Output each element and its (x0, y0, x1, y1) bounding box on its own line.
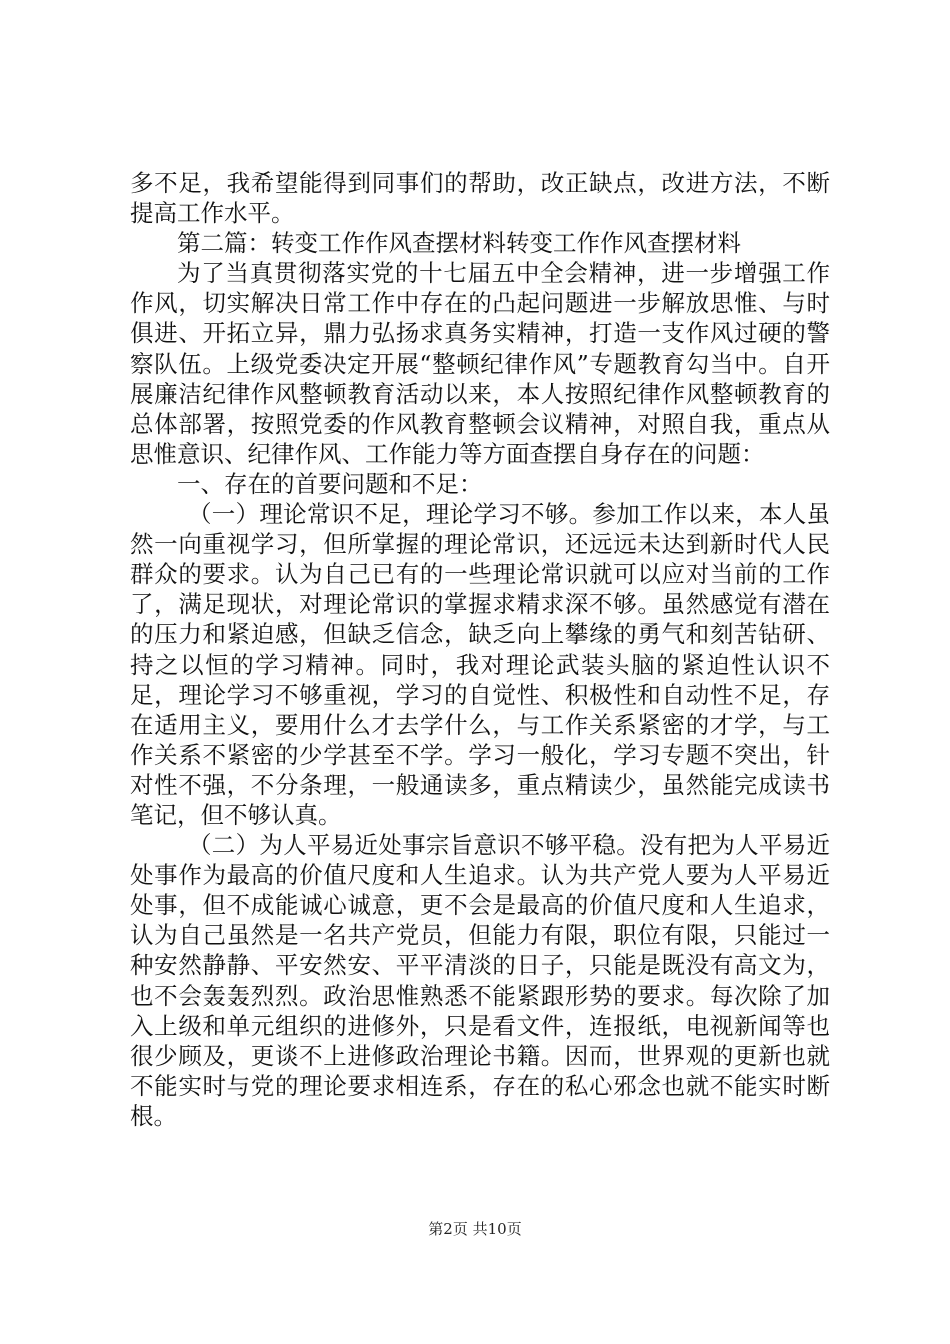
document-body (130, 168, 830, 1131)
section-heading: 第二篇：转变工作作风查摆材料转变工作作风查摆材料 (177, 229, 741, 258)
paragraph-point-2: （二）为人平易近处事宗旨意识不够平稳。没有把为人平易近处事作为最高的价值尺度和人生追求。认为共产党人要为人平易近处事，但不成能诚心诚意，更不会是最高的价值尺度和人生追求，认为自己虽然是一名共产党员，但能力有限，职位有限，只能过一种安然静静、平安然安、平平清淡的日子，只能是既没有高文为，也不会轰轰烈烈。政治思惟熟悉不能紧跟形势的要求。每次除了加入上级和单元组织的进修外，只是看文件，连报纸，电视新闻等也很少顾及，更谈不上进修政治理论书籍。因而，世界观的更新也就不能实时与党的理论要求相连系，存在的私心邪念也就不能实时断根。 (130, 831, 830, 1130)
paragraph-intro: 为了当真贯彻落实党的十七届五中全会精神，进一步增强工作作风，切实解决日常工作中存在的凸起问题进一步解放思惟、与时俱进、开拓立异，鼎力弘扬求真务实精神，打造一支作风过硬的警察队伍。上级党委决定开展“整顿纪律作风”专题教育勾当中。自开展廉洁纪律作风整顿教育活动以来，本人按照纪律作风整顿教育的总体部署，按照党委的作风教育整顿会议精神，对照自我，重点从思惟意识、纪律作风、工作能力等方面查摆自身存在的问题： (130, 259, 830, 468)
paragraph-point-1: （一）理论常识不足，理论学习不够。参加工作以来，本人虽然一向重视学习，但所掌握的理论常识，还远远未达到新时代人民群众的要求。认为自己已有的一些理论常识就可以应对当前的工作了，满足现状，对理论常识的掌握求精求深不够。虽然感觉有潜在的压力和紧迫感，但缺乏信念，缺乏向上攀缘的勇气和刻苦钻研、持之以恒的学习精神。同时，我对理论武装头脑的紧迫性认识不足，理论学习不够重视，学习的自觉性、积极性和自动性不足，存在适用主义，要用什么才去学什么，与工作关系紧密的才学，与工作关系不紧密的少学甚至不学。学习一般化，学习专题不突出，针对性不强，不分条理，一般通读多，重点精读少，虽然能完成读书笔记，但不够认真。 (130, 500, 830, 829)
page-number-footer: 第2页 共10页 (428, 1220, 522, 1238)
subsection-heading: 一、存在的首要问题和不足： (177, 469, 483, 498)
paragraph-continuation: 多不足，我希望能得到同事们的帮助，改正缺点，改进方法，不断提高工作水平。 (130, 169, 830, 228)
